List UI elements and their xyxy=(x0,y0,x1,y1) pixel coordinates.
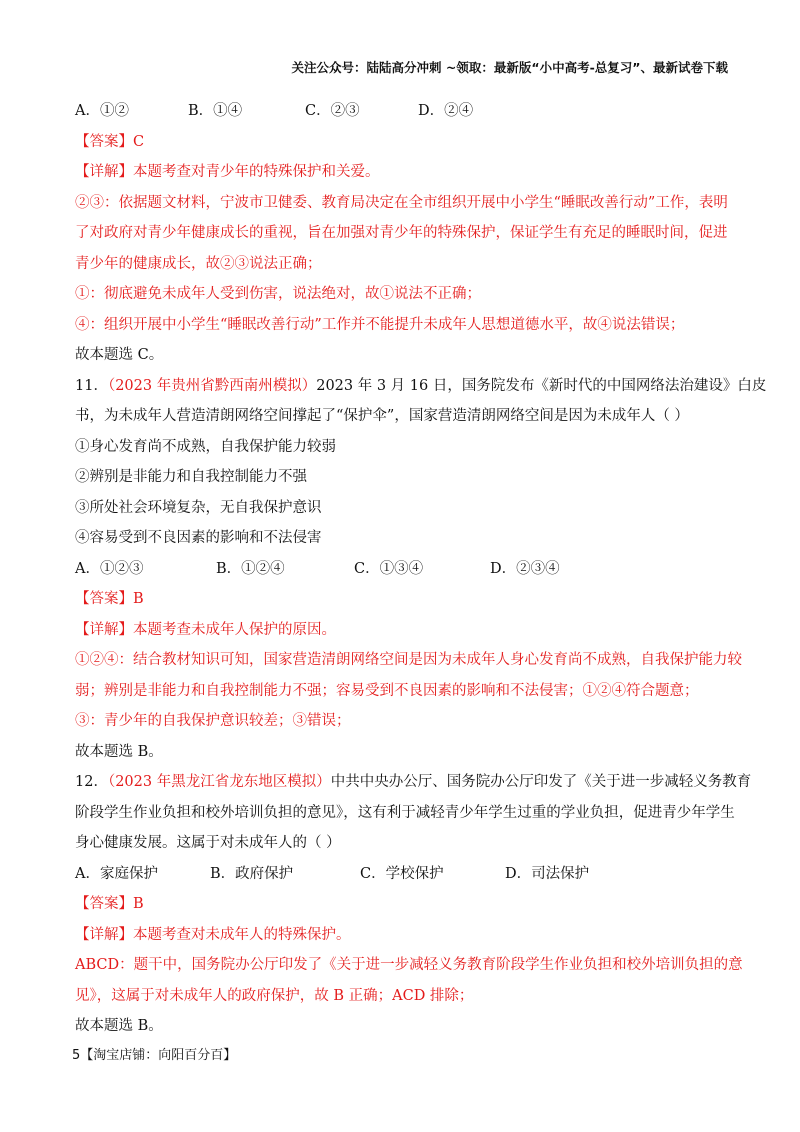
q11-option-c: C．①③④ xyxy=(354,560,424,577)
q11-options xyxy=(75,554,735,585)
q10-option-c: C．②③ xyxy=(305,103,360,119)
q11-source: （2023 年贵州省黔西南州模拟） xyxy=(107,377,317,394)
q10-detail-line: 青少年的健康成长，故②③说法正确； xyxy=(75,255,322,272)
q11-stem-line-2: 书，为未成年人营造清朗网络空间撑起了“保护伞”，国家营造清朗网络空间是因为未成年人（ ） xyxy=(75,408,689,424)
q12-stem-text: 中共中央办公厅、国务院办公厅印发了《关于进一步减轻义务教育 xyxy=(330,774,752,790)
q12-number: 12． xyxy=(75,774,108,790)
document-body xyxy=(75,96,767,1042)
q12-option-b: B．政府保护 xyxy=(210,865,294,882)
q10-option-a: A．①② xyxy=(75,103,129,119)
q10-option-b: B．①④ xyxy=(188,103,243,119)
q11-option-b: B．①②④ xyxy=(216,560,285,577)
q11-stem-line-1 xyxy=(75,371,767,402)
q12-option-c: C．学校保护 xyxy=(360,865,444,882)
q12-options xyxy=(75,859,735,890)
q12-detail-line: 见》，这属于对未成年人的政府保护，故 B 正确；ACD 排除； xyxy=(75,987,474,1004)
q11-answer: 【答案】B xyxy=(75,591,144,607)
q11-item: ②辨别是非能力和自我控制能力不强 xyxy=(75,469,307,485)
q11-conclusion: 故本题选 B。 xyxy=(75,743,163,760)
q11-detail-title: 【详解】本题考查未成年人保护的原因。 xyxy=(75,621,336,638)
q12-option-d: D．司法保护 xyxy=(505,865,590,882)
q12-source: （2023 年黑龙江省龙东地区模拟） xyxy=(107,774,331,790)
q11-detail-line: 弱；辨别是非能力和自我控制能力不强；容易受到不良因素的影响和不法侵害；①②④符合题意； xyxy=(75,682,699,699)
q10-options xyxy=(75,96,735,127)
q10-conclusion: 故本题选 C。 xyxy=(75,347,164,363)
q12-answer: 【答案】B xyxy=(75,896,144,912)
q12-stem-line-2: 阶段学生作业负担和校外培训负担的意见》，这有利于减轻青少年学生过重的学业负担，促进青少年学生 xyxy=(75,804,735,821)
q12-stem-line-1 xyxy=(75,767,752,798)
q11-stem-text: 2023 年 3 月 16 日，国务院发布《新时代的中国网络法治建设》白皮 xyxy=(316,377,767,394)
q11-detail-line: ③：青少年的自我保护意识较差；③错误； xyxy=(75,713,351,729)
q11-item: ④容易受到不良因素的影响和不法侵害 xyxy=(75,530,322,546)
q11-option-a: A．①②③ xyxy=(75,560,144,577)
q12-stem-line-3: 身心健康发展。这属于对未成年人的（ ） xyxy=(75,835,341,851)
page-footer: 5【淘宝店铺：向阳百分百】 xyxy=(72,1048,237,1063)
q10-detail-line: ④：组织开展中小学生“睡眠改善行动”工作并不能提升未成年人思想道德水平，故④说法错误； xyxy=(75,316,685,333)
q12-detail-line: ABCD：题干中，国务院办公厅印发了《关于进一步减轻义务教育阶段学生作业负担和校外培训负担的意 xyxy=(75,957,743,973)
q11-item: ③所处社会环境复杂，无自我保护意识 xyxy=(75,499,322,516)
q12-option-a: A．家庭保护 xyxy=(75,865,158,882)
q12-detail-title: 【详解】本题考查对未成年人的特殊保护。 xyxy=(75,926,351,943)
q11-option-d: D．②③④ xyxy=(490,560,560,577)
q10-detail-line: ②③：依据题文材料，宁波市卫健委、教育局决定在全市组织开展中小学生“睡眠改善行动”工作，表明 xyxy=(75,194,728,211)
q10-detail-title: 【详解】本题考查对青少年的特殊保护和关爱。 xyxy=(75,164,380,180)
q12-conclusion: 故本题选 B。 xyxy=(75,1018,163,1034)
q11-item: ①身心发育尚不成熟，自我保护能力较弱 xyxy=(75,438,336,455)
q10-option-d: D．②④ xyxy=(418,103,474,119)
page-header: 关注公众号：陆陆高分冲刺 ~领取：最新版“小中高考-总复习”、最新试卷下载 xyxy=(291,60,728,75)
q10-detail-line: ①：彻底避免未成年人受到伤害，说法绝对，故①说法不正确； xyxy=(75,286,481,302)
q11-detail-line: ①②④：结合教材知识可知，国家营造清朗网络空间是因为未成年人身心发育尚不成熟，自我保护能力较 xyxy=(75,652,742,668)
q10-answer: 【答案】C xyxy=(75,133,145,150)
q11-number: 11． xyxy=(75,377,108,394)
q10-detail-line: 了对政府对青少年健康成长的重视，旨在加强对青少年的特殊保护，保证学生有充足的睡眠时间，促进 xyxy=(75,225,728,241)
